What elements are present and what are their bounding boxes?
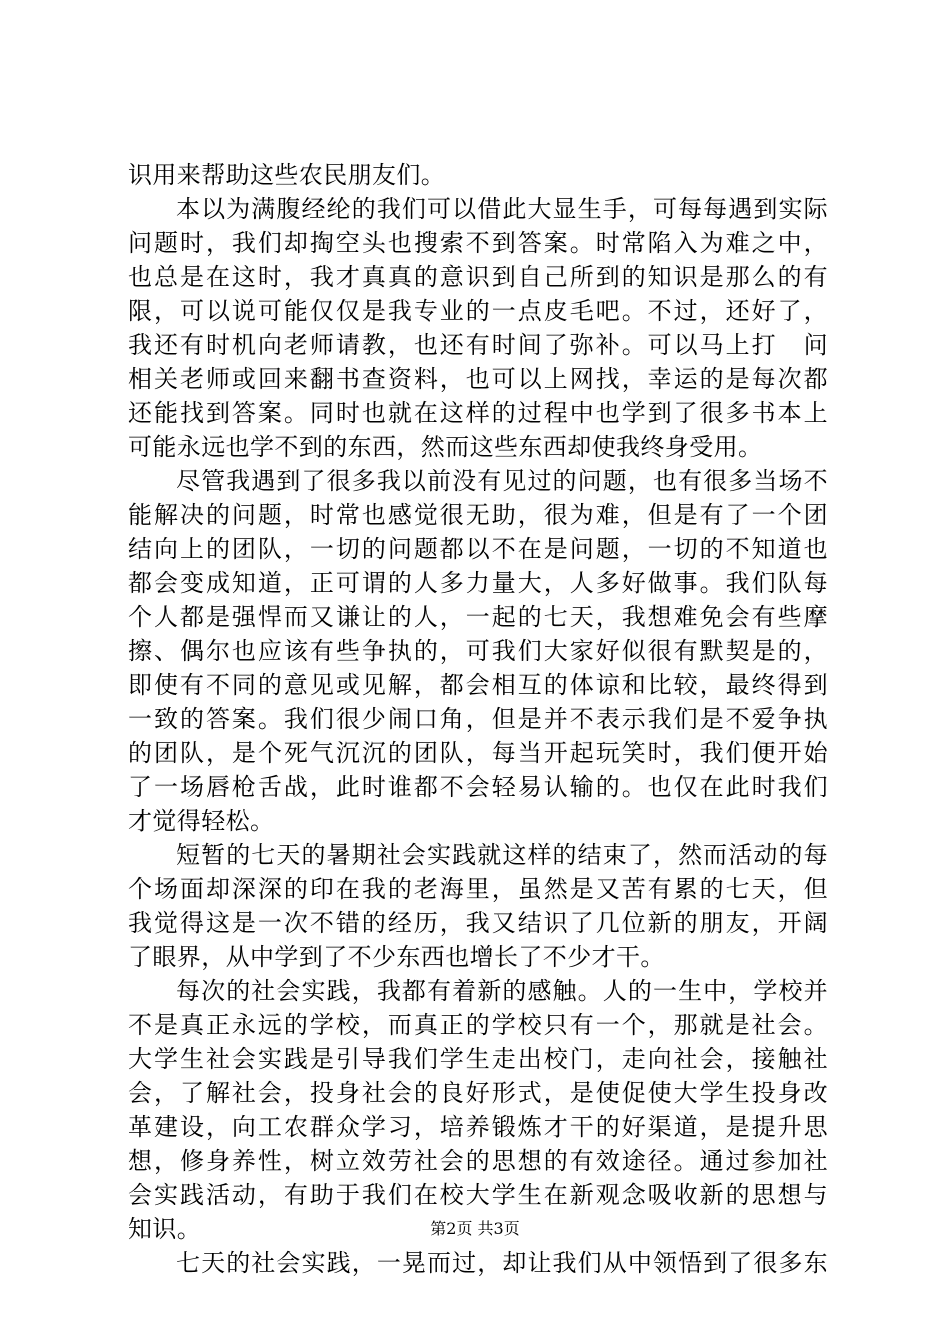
text-line: 我还有时机向老师请教，也还有时间了弥补。可以马上打 问: [128, 331, 828, 359]
text-line: 会实践活动，有助于我们在校大学生在新观念吸收新的思想与: [128, 1181, 828, 1209]
text-line: 尽管我遇到了很多我以前没有见过的问题，也有很多当场不: [176, 467, 828, 495]
text-line: 结向上的团队，一切的问题都以不在是问题，一切的不知道也: [128, 535, 828, 563]
text-line: 识用来帮助这些农民朋友们。: [128, 161, 446, 189]
text-line: 了一场唇枪舌战，此时谁都不会轻易认输的。也仅在此时我们: [128, 773, 828, 801]
text-line: 都会变成知道，正可谓的人多力量大，人多好做事。我们队每: [128, 569, 828, 597]
text-line: 会，了解社会，投身社会的良好形式，是使促使大学生投身改: [128, 1079, 828, 1107]
text-line: 的团队，是个死气沉沉的团队，每当开起玩笑时，我们便开始: [128, 739, 828, 767]
text-line: 每次的社会实践，我都有着新的感触。人的一生中，学校并: [176, 977, 828, 1005]
text-line: 我觉得这是一次不错的经历，我又结识了几位新的朋友，开阔: [128, 909, 828, 937]
text-line: 还能找到答案。同时也就在这样的过程中也学到了很多书本上: [128, 399, 828, 427]
text-line: 才觉得轻松。: [128, 807, 275, 835]
text-line: 限，可以说可能仅仅是我专业的一点皮毛吧。不过，还好了，: [128, 297, 828, 325]
text-line: 革建设，向工农群众学习，培养锻炼才干的好渠道，是提升思: [128, 1113, 828, 1141]
text-line: 本以为满腹经纶的我们可以借此大显生手，可每每遇到实际: [176, 195, 828, 223]
text-line: 七天的社会实践，一晃而过，却让我们从中领悟到了很多东: [176, 1249, 828, 1277]
page-footer: 第2页 共3页: [430, 1219, 520, 1238]
text-line: 可能永远也学不到的东西，然而这些东西却使我终身受用。: [128, 433, 763, 461]
text-line: 了眼界，从中学到了不少东西也增长了不少才干。: [128, 943, 665, 971]
text-line: 能解决的问题，时常也感觉很无助，很为难，但是有了一个团: [128, 501, 828, 529]
text-line: 知识。: [128, 1215, 202, 1243]
text-line: 个场面却深深的印在我的老海里，虽然是又苦有累的七天，但: [128, 875, 828, 903]
text-line: 想，修身养性，树立效劳社会的思想的有效途径。通过参加社: [128, 1147, 828, 1175]
text-line: 相关老师或回来翻书查资料，也可以上网找，幸运的是每次都: [128, 365, 828, 393]
text-line: 一致的答案。我们很少闹口角，但是并不表示我们是不爱争执: [128, 705, 828, 733]
text-line: 短暂的七天的暑期社会实践就这样的结束了，然而活动的每: [176, 841, 828, 869]
text-line: 不是真正永远的学校，而真正的学校只有一个，那就是社会。: [128, 1011, 828, 1039]
text-line: 擦、偶尔也应该有些争执的，可我们大家好似很有默契是的，: [128, 637, 828, 665]
document-body: [128, 158, 828, 1280]
text-line: 大学生社会实践是引导我们学生走出校门，走向社会，接触社: [128, 1045, 828, 1073]
text-line: 即使有不同的意见或见解，都会相互的体谅和比较，最终得到: [128, 671, 828, 699]
text-line: 个人都是强悍而又谦让的人，一起的七天，我想难免会有些摩: [128, 603, 828, 631]
text-line: 也总是在这时，我才真真的意识到自己所到的知识是那么的有: [128, 263, 828, 291]
text-line: 问题时，我们却掏空头也搜索不到答案。时常陷入为难之中，: [128, 229, 828, 257]
